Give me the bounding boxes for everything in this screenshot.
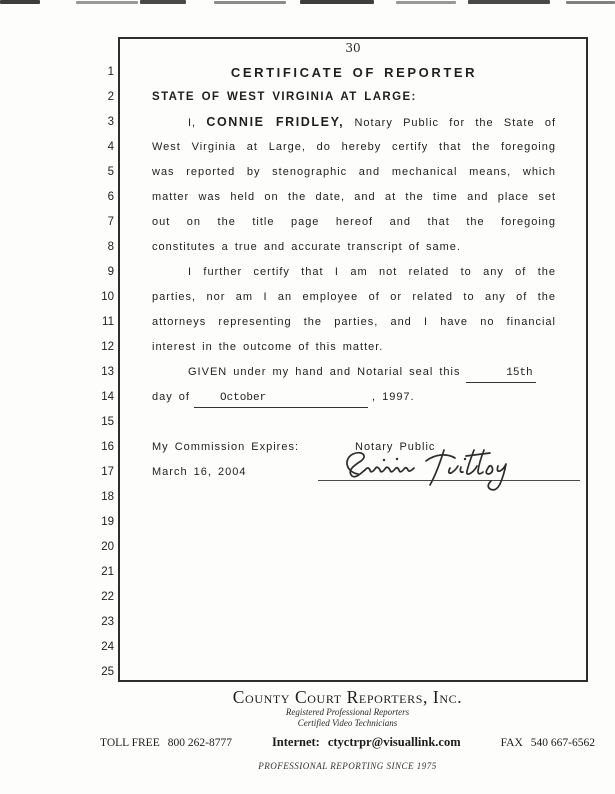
transcript-border-box — [118, 37, 588, 682]
body-line-6: matter was held on the date, and at the time and place set — [152, 191, 556, 203]
line-number: 6 — [107, 191, 114, 203]
line-number: 24 — [101, 641, 114, 653]
transcript-text — [152, 60, 556, 685]
notary-public-label: Notary Public — [355, 441, 436, 453]
line-number: 23 — [101, 616, 114, 628]
body-line-23 — [152, 610, 556, 635]
body-line-20 — [152, 535, 556, 560]
state-line: STATE OF WEST VIRGINIA AT LARGE: — [152, 91, 417, 103]
line-number: 2 — [107, 91, 114, 103]
company-tagline-2: Certified Video Technicians — [297, 717, 398, 728]
line-number: 15 — [101, 416, 114, 428]
line-number: 5 — [107, 166, 114, 178]
body-line-12: interest in the outcome of this matter. — [152, 341, 384, 353]
scan-artifact — [566, 1, 615, 4]
line-number: 19 — [101, 516, 114, 528]
toll-free-label: TOLL FREE — [100, 737, 160, 749]
body-line-15 — [152, 410, 556, 435]
body-line-7: out on the title page hereof and that the foregoing — [152, 216, 556, 228]
fax-number: 540 667-6562 — [530, 737, 595, 749]
scan-artifact — [140, 0, 186, 4]
lead-text: I, — [188, 117, 207, 129]
body-line-8: constitutes a true and accurate transcript of same. — [152, 241, 461, 253]
line-number: 4 — [107, 141, 114, 153]
line-number: 18 — [101, 491, 114, 503]
scan-artifact — [0, 0, 40, 4]
after-name-text: Notary Public for the State of — [344, 117, 556, 129]
line-number: 25 — [101, 666, 114, 678]
body-line-9: I further certify that I am not related to any of the — [188, 266, 556, 278]
line-number: 3 — [107, 116, 114, 128]
letterhead-footer — [100, 688, 595, 771]
seal-day-blank: 15th — [466, 365, 536, 383]
line-number: 12 — [101, 341, 114, 353]
line-number: 7 — [107, 216, 114, 228]
line-number: 13 — [101, 366, 114, 378]
line-number: 1 — [107, 66, 114, 78]
toll-free-segment — [100, 737, 232, 749]
commission-label: My Commission Expires: — [152, 441, 300, 453]
seal-month-blank: October — [194, 390, 368, 408]
line-number: 22 — [101, 591, 114, 603]
company-tagline-1: Registered Professional Reporters — [285, 707, 410, 717]
scan-artifact — [76, 1, 138, 4]
contact-row — [100, 735, 595, 750]
body-line-14 — [152, 385, 556, 410]
line-number: 10 — [101, 291, 114, 303]
signature-text — [318, 460, 319, 461]
year-text: , 1997. — [371, 391, 415, 403]
body-line-19 — [152, 510, 556, 535]
body-line-10: parties, nor am I an employee of or related to any of the — [152, 291, 556, 303]
reporter-name: CONNIE FRIDLEY, — [206, 115, 345, 129]
body-line-13 — [152, 360, 556, 385]
given-lead-text: GIVEN under my hand and Notarial seal this — [188, 366, 461, 378]
scan-artifacts — [0, 0, 615, 8]
body-line-22 — [152, 585, 556, 610]
certificate-title: CERTIFICATE OF REPORTER — [230, 65, 478, 80]
body-line-17 — [152, 460, 556, 485]
body-line-3 — [152, 110, 556, 135]
body-line-5: was reported by stenographic and mechanical means, which — [152, 166, 556, 178]
line-number: 17 — [101, 466, 114, 478]
line-number: 20 — [101, 541, 114, 553]
email-address: ctyctrpr@visuallink.com — [327, 735, 461, 749]
body-line-18 — [152, 485, 556, 510]
body-line-21 — [152, 560, 556, 585]
scan-artifact — [214, 1, 286, 4]
company-name: County Court Reporters, Inc. — [232, 687, 463, 707]
line-number: 8 — [107, 241, 114, 253]
fax-segment — [501, 737, 595, 749]
signature-area — [318, 460, 580, 485]
line-number: 14 — [101, 391, 114, 403]
fax-label: FAX — [500, 737, 523, 749]
body-line-11: attorneys representing the parties, and I have no financial — [152, 316, 556, 328]
scan-artifact — [468, 0, 550, 4]
toll-free-number: 800 262-8777 — [167, 737, 232, 749]
scan-artifact — [396, 1, 456, 4]
line-number: 21 — [101, 566, 114, 578]
line-number: 16 — [101, 441, 114, 453]
body-line-4: West Virginia at Large, do hereby certify that the foregoing — [152, 141, 556, 153]
commission-date: March 16, 2004 — [152, 466, 247, 478]
internet-segment — [272, 735, 461, 750]
line-number: 11 — [102, 316, 114, 328]
company-slogan: PROFESSIONAL REPORTING SINCE 1975 — [258, 761, 437, 771]
body-line-25 — [152, 660, 556, 685]
scan-artifact — [300, 0, 374, 4]
page-number: 30 — [345, 41, 361, 55]
line-number: 9 — [107, 266, 114, 278]
day-of-label: day of — [152, 391, 190, 403]
body-line-24 — [152, 635, 556, 660]
internet-label: Internet: — [271, 735, 320, 749]
line-number-column — [78, 60, 114, 685]
